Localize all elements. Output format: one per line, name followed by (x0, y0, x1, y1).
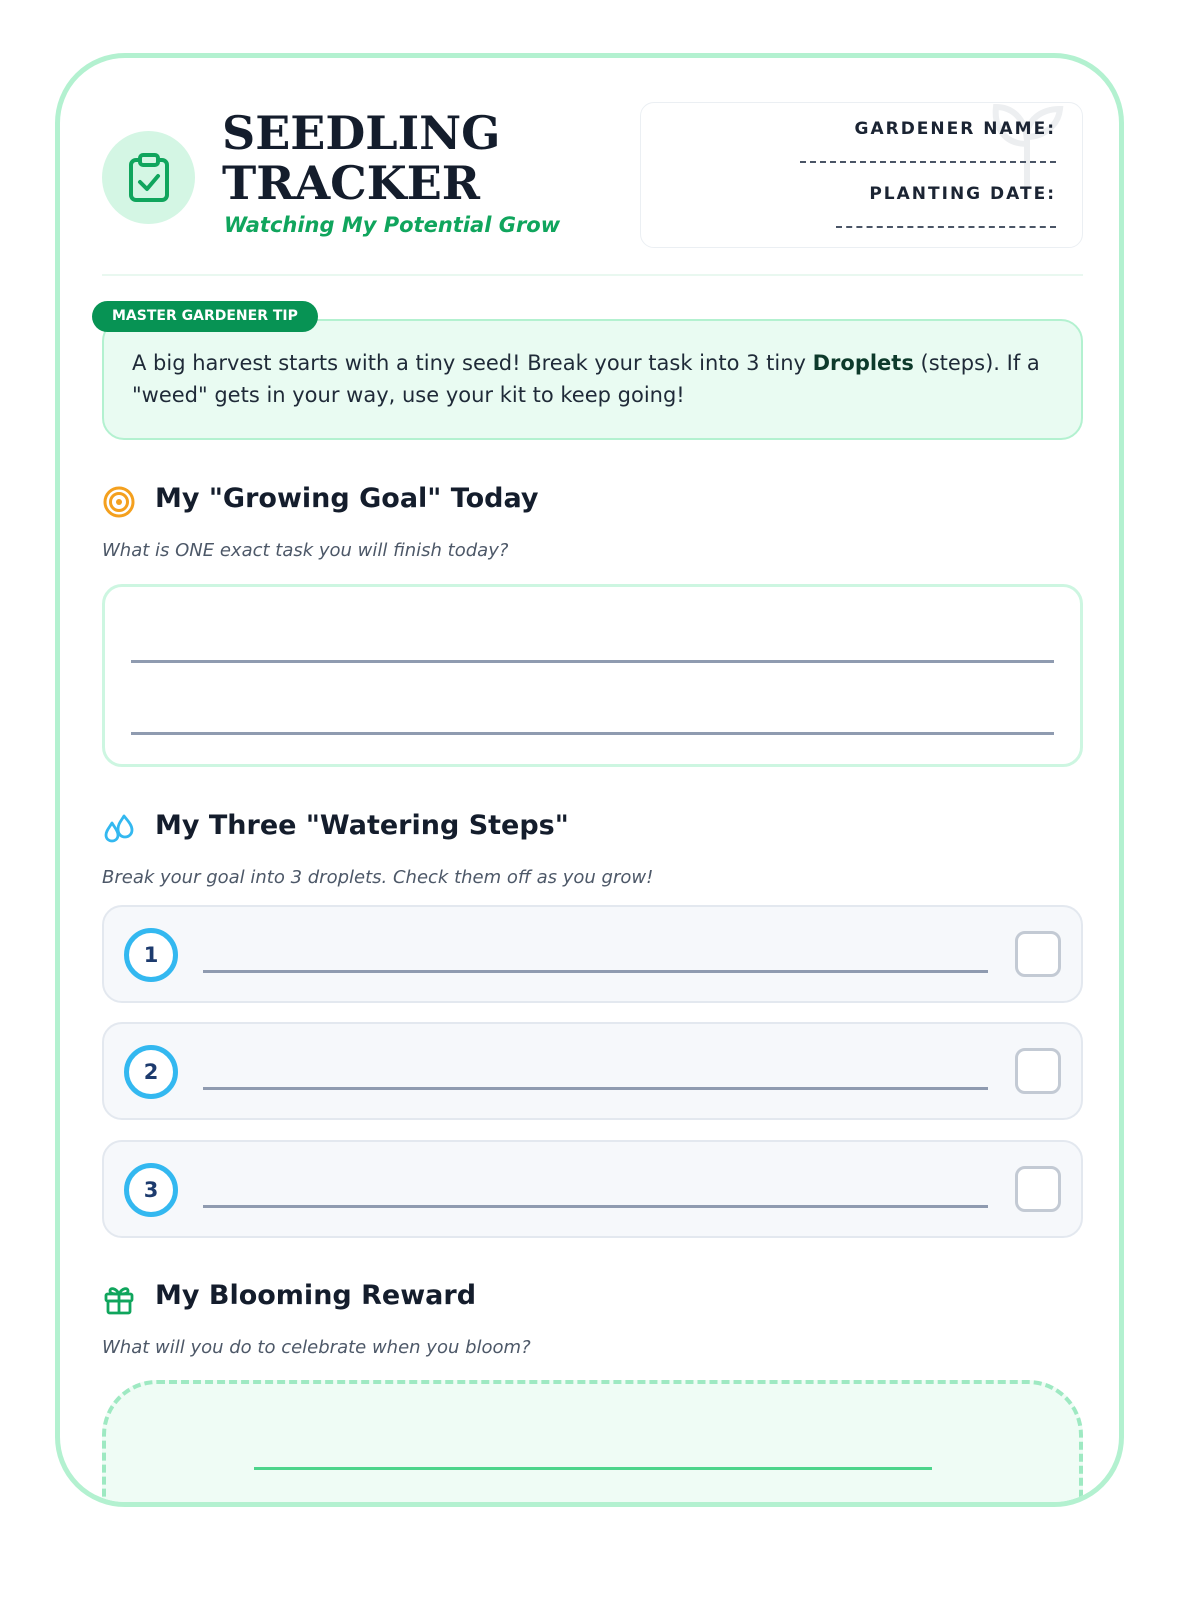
clipboard-check-icon (127, 153, 171, 203)
goal-section-title: My "Growing Goal" Today (155, 483, 539, 514)
gardener-info-card (640, 102, 1083, 248)
sprout-watermark-icon (982, 102, 1072, 189)
tip-box (102, 319, 1083, 440)
goal-writing-line[interactable] (131, 732, 1054, 735)
step-writing-line[interactable] (203, 970, 988, 973)
step-row-3 (102, 1140, 1083, 1238)
title-line-2: TRACKER (222, 156, 481, 210)
page-title (222, 108, 500, 208)
steps-prompt: Break your goal into 3 droplets. Check them off as you grow! (102, 867, 654, 888)
target-icon (102, 485, 136, 519)
reward-input-area[interactable] (102, 1380, 1083, 1507)
gardener-name-label: GARDENER NAME: (854, 119, 1056, 139)
goal-prompt: What is ONE exact task you will finish today? (102, 540, 509, 561)
page-subtitle: Watching My Potential Grow (224, 213, 561, 237)
tracker-sheet (55, 53, 1124, 1507)
step-row-2 (102, 1022, 1083, 1120)
reward-writing-line[interactable] (254, 1467, 932, 1470)
goal-input-area[interactable] (102, 584, 1083, 767)
step-checkbox[interactable] (1015, 931, 1061, 977)
droplets-icon (102, 813, 136, 847)
step-number-badge: 1 (124, 928, 178, 982)
gardener-name-field[interactable] (800, 161, 1056, 163)
gift-icon (102, 1282, 136, 1316)
step-writing-line[interactable] (203, 1087, 988, 1090)
reward-prompt: What will you do to celebrate when you bloom? (102, 1337, 531, 1358)
planting-date-label: PLANTING DATE: (869, 184, 1056, 204)
step-number-badge: 3 (124, 1163, 178, 1217)
step-checkbox[interactable] (1015, 1166, 1061, 1212)
reward-section-title: My Blooming Reward (155, 1280, 477, 1311)
title-line-1: SEEDLING (222, 106, 501, 160)
step-number-badge: 2 (124, 1045, 178, 1099)
tip-badge: MASTER GARDENER TIP (92, 301, 318, 332)
steps-section-title: My Three "Watering Steps" (155, 810, 569, 841)
tip-text-start: A big harvest starts with a tiny seed! Break your task into 3 tiny (132, 351, 813, 375)
step-row-1 (102, 905, 1083, 1003)
tip-text-end: (steps). If a "weed" gets in your way, use your kit to keep going! (132, 351, 1040, 407)
header-divider (102, 274, 1083, 276)
step-writing-line[interactable] (203, 1205, 988, 1208)
goal-writing-line[interactable] (131, 660, 1054, 663)
planting-date-field[interactable] (836, 226, 1056, 228)
tip-text (132, 347, 1057, 411)
logo-badge (102, 131, 195, 224)
tip-text-bold: Droplets (812, 351, 914, 375)
step-checkbox[interactable] (1015, 1048, 1061, 1094)
